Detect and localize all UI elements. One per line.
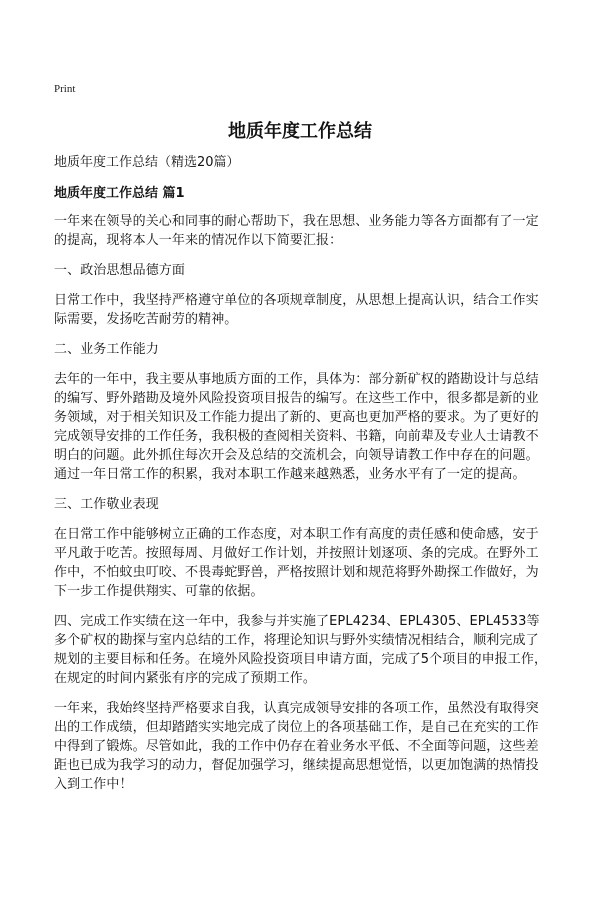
heading-political: 一、政治思想品德方面 bbox=[54, 263, 186, 278]
intro-paragraph: 一年来在领导的关心和同事的耐心帮助下，我在思想、业务能力等各方面都有了一定的提高，现将本人一年来的情况作以下简要汇报： bbox=[54, 214, 539, 248]
paragraph-achievements: 四、完成工作实绩在这一年中，我参与并实施了EPL4234、EPL4305、EPL4533等多个矿权的勘探与室内总结的工作，将理论知识与野外实绩情况相结合，顺利完成了规划的主要目标和任务。在境外风险投资项目申请方面，完成了5个项目的申报工作，在规定的时间内紧张有序的完成了预期工作。 bbox=[54, 614, 548, 686]
print-link[interactable]: Print bbox=[54, 83, 76, 95]
heading-business: 二、业务工作能力 bbox=[54, 342, 159, 357]
paragraph-political: 日常工作中，我坚持严格遵守单位的各项规章制度，从思想上提高认识，结合工作实际需要，发扬吃苦耐劳的精神。 bbox=[54, 293, 539, 327]
section-heading: 地质年度工作总结 篇1 bbox=[54, 186, 185, 201]
paragraph-conclusion: 一年来，我始终坚持严格要求自我，认真完成领导安排的各项工作，虽然没有取得突出的工作成绩，但却踏踏实实地完成了岗位上的各项基础工作，是自己在充实的工作中得到了锻炼。尽管如此，我的工作中仍存在着业务水平低、不全面等问题，这些差距也已成为我学习的动力，督促加强学习，继续提高思想觉悟，以更加饱满的热情投入到工作中！ bbox=[54, 701, 539, 792]
paragraph-business: 去年的一年中，我主要从事地质方面的工作，具体为：部分新矿权的踏勘设计与总结的编写、野外踏勘及境外风险投资项目报告的编写。在这些工作中，很多都是新的业务领域，对于相关知识及工作能力提出了新的、更高也更加严格的要求。为了更好的完成领导安排的工作任务，我积极的查阅相关资料、书籍，向前辈及专业人士请教不明白的问题。此外抓住每次开会及总结的交流机会，向领导请教工作中存在的问题。通过一年日常工作的积累，我对本职工作越来越熟悉，业务水平有了一定的提高。 bbox=[54, 372, 539, 482]
paragraph-dedication: 在日常工作中能够树立正确的工作态度，对本职工作有高度的责任感和使命感，安于平凡敢于吃苦。按照每周、月做好工作计划，并按照计划逐项、条的完成。在野外工作中，不怕蚊虫叮咬、不畏毒蛇野兽，严格按照计划和规范将野外勘探工作做好，为下一步工作提供翔实、可靠的依据。 bbox=[54, 527, 539, 599]
heading-dedication: 三、工作敬业表现 bbox=[54, 497, 159, 512]
article-body bbox=[54, 153, 548, 794]
page-title: 地质年度工作总结 bbox=[228, 121, 372, 142]
document-subtitle: 地质年度工作总结（精选20篇） bbox=[54, 155, 240, 170]
